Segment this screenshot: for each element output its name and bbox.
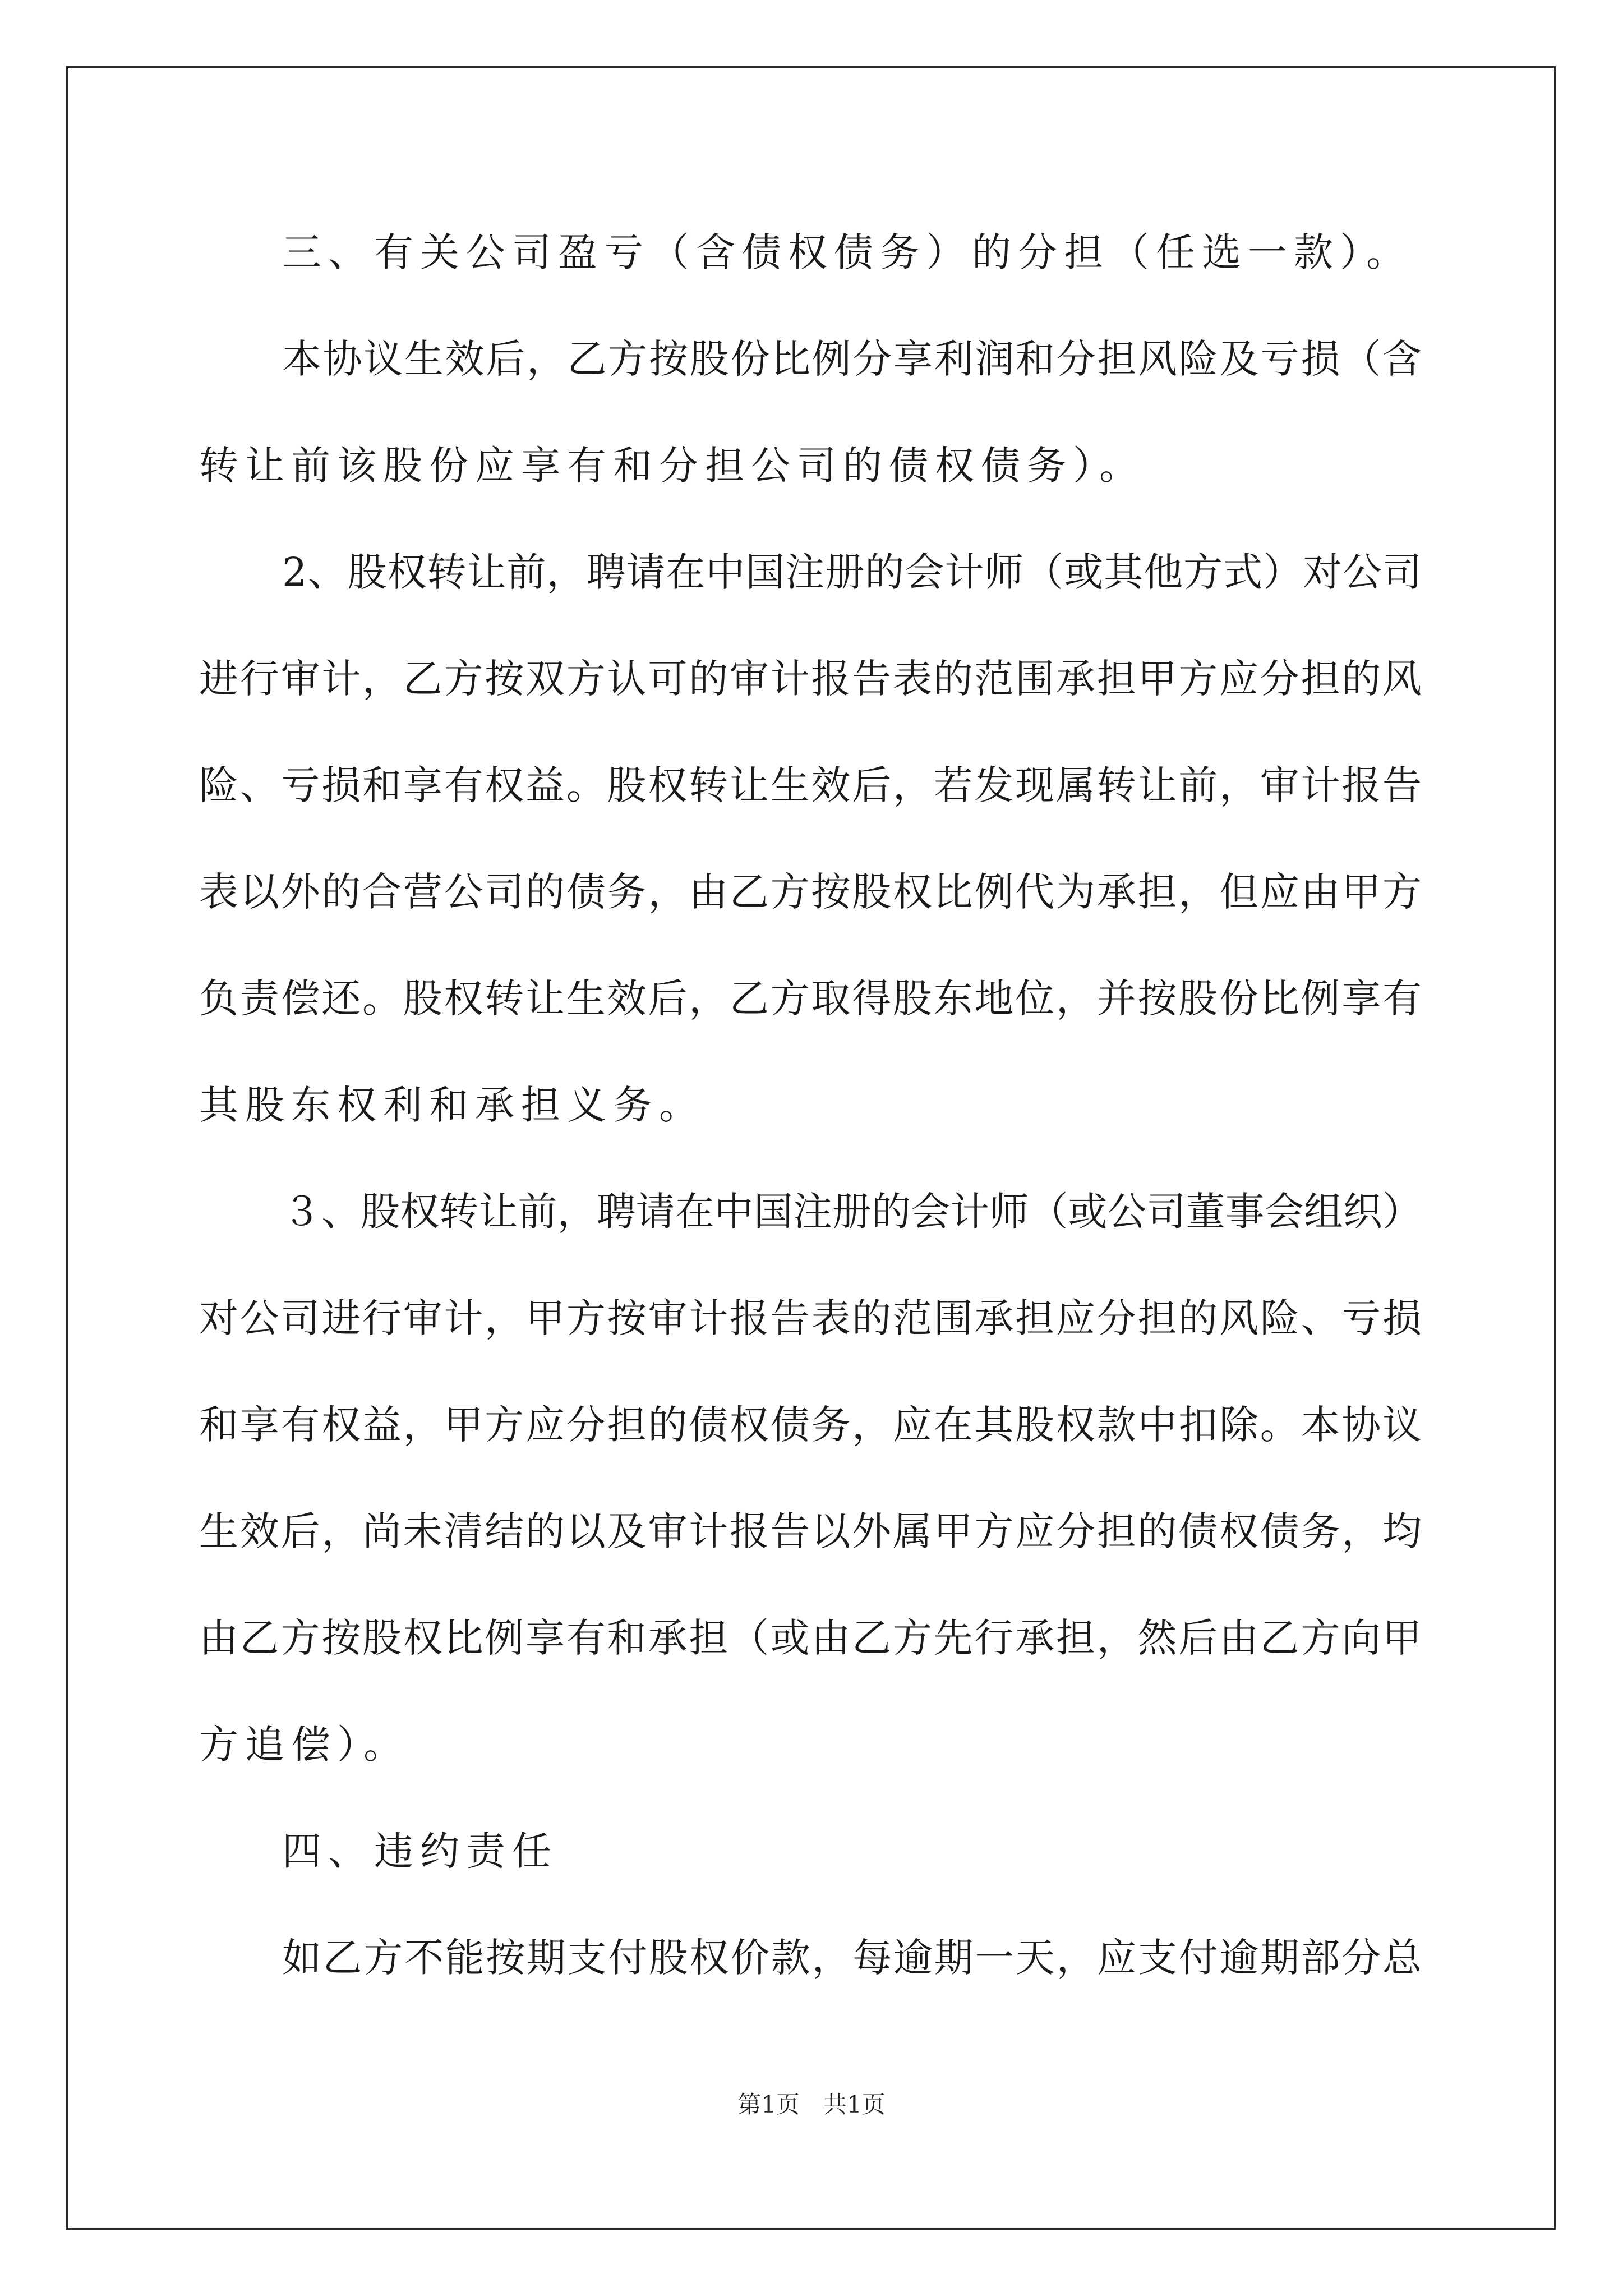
paragraph-line: 其股东权利和承担义务。	[199, 1082, 705, 1128]
paragraph-line: 生效后，尚未清结的以及审计报告以外属甲方应分担的债权债务，均	[199, 1508, 1422, 1554]
paragraph-line: 进行审计，乙方按双方认可的审计报告表的范围承担甲方应分担的风	[199, 656, 1422, 702]
paragraph-line: 方追偿）。	[199, 1722, 409, 1768]
paragraph-line: 如乙方不能按期支付股权价款，每逾期一天，应支付逾期部分总	[282, 1935, 1422, 1981]
paragraph-line: 险、亏损和享有权益。股权转让生效后，若发现属转让前，审计报告	[199, 762, 1422, 808]
paragraph-line: 2、股权转让前，聘请在中国注册的会计师（或其他方式）对公司	[282, 549, 1422, 595]
page-number-footer: 第1页 共1页	[737, 2091, 886, 2118]
section-heading-3: 三、有关公司盈亏（含债权债务）的分担（任选一款）。	[282, 229, 1412, 275]
paragraph-line: 负责偿还。股权转让生效后，乙方取得股东地位，并按股份比例享有	[199, 976, 1422, 1022]
paragraph-line: 对公司进行审计，甲方按审计报告表的范围承担应分担的风险、亏损	[199, 1295, 1422, 1341]
section-heading-4: 四、违约责任	[282, 1828, 558, 1874]
paragraph-line: 转让前该股份应享有和分担公司的债权债务）。	[199, 443, 1145, 489]
paragraph-line: ３、股权转让前，聘请在中国注册的会计师（或公司董事会组织）	[282, 1189, 1422, 1235]
page-border	[66, 66, 1556, 2230]
paragraph-line: 表以外的合营公司的债务，由乙方按股权比例代为承担，但应由甲方	[199, 869, 1422, 915]
paragraph-line: 由乙方按股权比例享有和承担（或由乙方先行承担，然后由乙方向甲	[199, 1615, 1422, 1661]
paragraph-line: 本协议生效后，乙方按股份比例分享利润和分担风险及亏损（含	[282, 336, 1422, 382]
paragraph-line: 和享有权益，甲方应分担的债权债务，应在其股权款中扣除。本协议	[199, 1402, 1422, 1448]
